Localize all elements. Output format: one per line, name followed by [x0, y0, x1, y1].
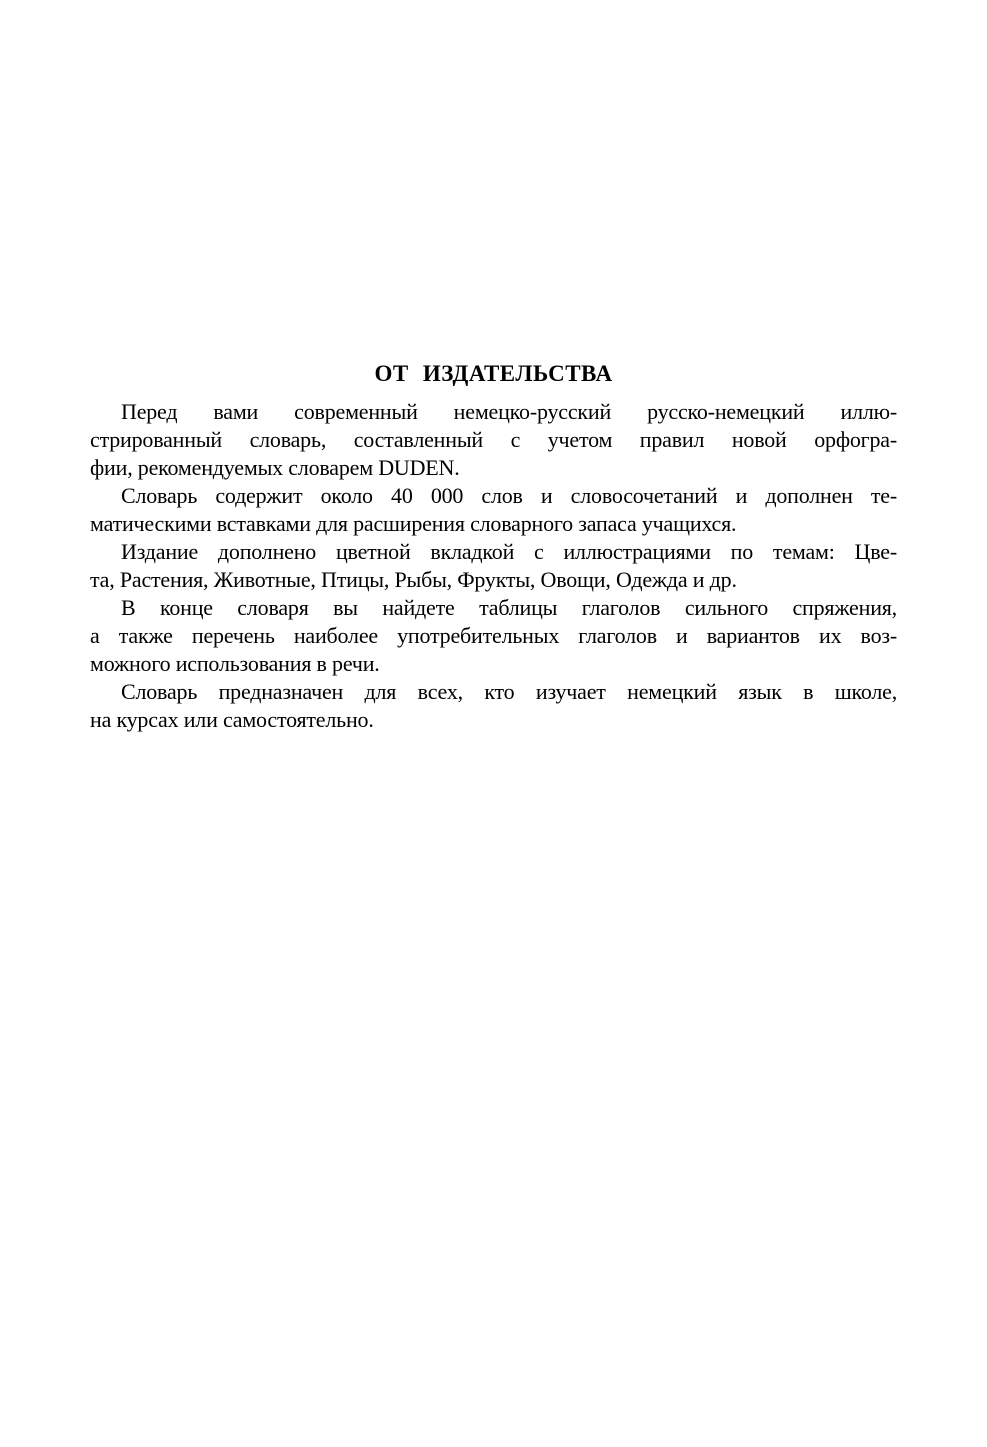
paragraph: [90, 678, 897, 734]
paragraph: [90, 594, 897, 678]
publisher-note: [90, 360, 897, 734]
paragraph: [90, 398, 897, 482]
text-line: В конце словаря вы найдете таблицы глаголов сильного спряжения,: [121, 595, 897, 620]
text-line: а также перечень наиболее употребительных глаголов и вариантов их воз-: [90, 623, 897, 648]
text-line: можного использования в речи.: [90, 651, 380, 676]
text-line: Перед вами современный немецко-русский русско-немецкий иллю-: [121, 399, 897, 424]
page-title: ОТ ИЗДАТЕЛЬСТВА: [374, 361, 613, 386]
text-line: стрированный словарь, составленный с учетом правил новой орфогра-: [90, 427, 897, 452]
text-line: на курсах или самостоятельно.: [90, 707, 374, 732]
text-line: матическими вставками для расширения словарного запаса учащихся.: [90, 511, 737, 536]
text-line: фии, рекомендуемых словарем DUDEN.: [90, 455, 460, 480]
paragraph: [90, 482, 897, 538]
text-line: Издание дополнено цветной вкладкой с иллюстрациями по темам: Цве-: [121, 539, 897, 564]
text-line: Словарь содержит около 40 000 слов и словосочетаний и дополнен те-: [121, 483, 897, 508]
text-line: Словарь предназначен для всех, кто изучает немецкий язык в школе,: [121, 679, 897, 704]
text-line: та, Растения, Животные, Птицы, Рыбы, Фрукты, Овощи, Одежда и др.: [90, 567, 737, 592]
paragraph: [90, 538, 897, 594]
